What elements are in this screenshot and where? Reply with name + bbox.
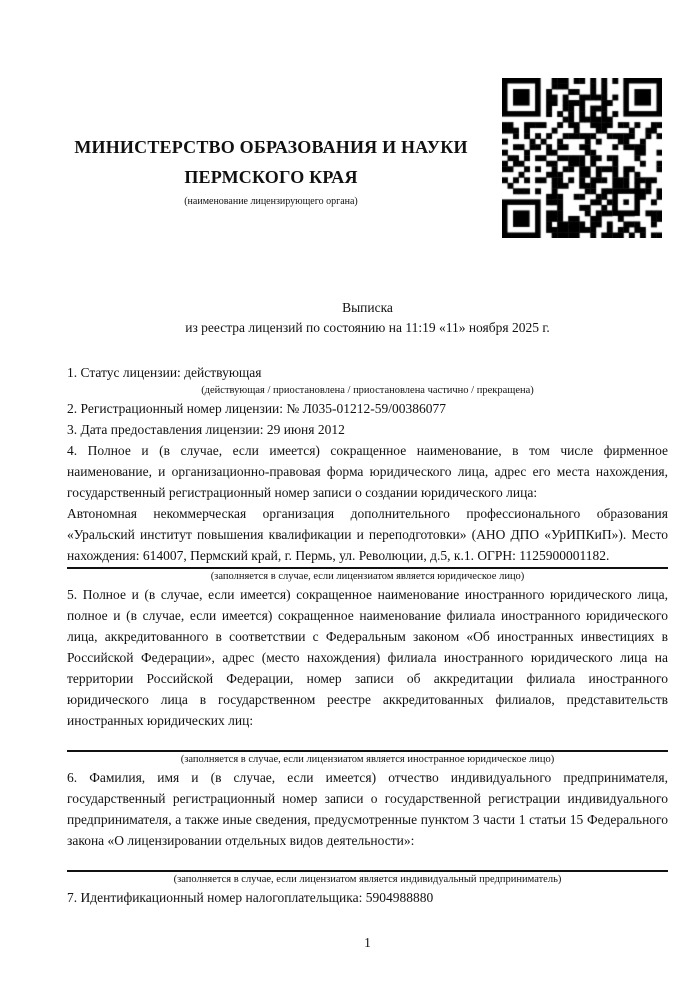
registration-number-line: 2. Регистрационный номер лицензии: № Л035-01212-59/00386077 [67, 401, 447, 416]
page-number: 1 [364, 935, 371, 950]
license-status-options-caption: (действующая / приостановлена / приостановлена частично / прекращена) [201, 385, 534, 396]
qr-code-icon [502, 78, 662, 238]
foreign-entity-empty-field-line [67, 731, 668, 752]
ministry-name-line2: ПЕРМСКОГО КРАЯ [184, 167, 358, 187]
legal-entity-fill-caption: (заполняется в случае, если лицензиатом является юридическое лицо) [210, 571, 525, 582]
individual-entrepreneur-clause: 6. Фамилия, имя и (в случае, если имеется) отчество индивидуального предпринимателя, государственный регистрационный номер записи о государственной регистрации индивидуального предпринимателя, а также иные сведения, предусмотренные пунктом 3 части 1 статьи 15 Федерального закона «О лицензировании отдельных видов деятельности»: [67, 770, 668, 848]
document-title [67, 298, 668, 338]
ministry-name-line1: МИНИСТЕРСТВО ОБРАЗОВАНИЯ И НАУКИ [74, 137, 468, 157]
document-title-line1: Выписка [342, 300, 393, 315]
taxpayer-id-line: 7. Идентификационный номер налогоплательщика: 5904988880 [67, 890, 434, 905]
license-status-line: 1. Статус лицензии: действующая [67, 365, 262, 380]
licensing-authority-caption: (наименование лицензирующего органа) [184, 196, 358, 207]
foreign-entity-clause: 5. Полное и (в случае, если имеется) сокращенное наименование иностранного юридического лица, полное и (в случае, если имеется) сокращенное наименование филиала иностранного юридического лица, аккредитованного в соответствии с Федеральным законом «Об иностранных инвестициях в Российской Федерации», адрес (место нахождения) филиала иностранного юридического лица на территории Российской Федерации, номер записи об аккредитации филиала иностранного юридического лица в государственном реестре аккредитованных филиалов, представительств иностранных юридических лиц: [67, 587, 668, 728]
document-body [67, 362, 668, 953]
license-grant-date-line: 3. Дата предоставления лицензии: 29 июня 2012 [67, 422, 345, 437]
legal-entity-value: Автономная некоммерческая организация дополнительного профессионального образования «Уральский институт повышения квалификации и переподготовки» (АНО ДПО «УрИПКиП»). Место нахождения: 614007, Пермский край, г. Пермь, ул. Революции, д.5, к.1. ОГРН: 1125900001182. [67, 503, 668, 569]
licensing-authority-header [55, 132, 487, 208]
individual-entrepreneur-empty-field-line [67, 851, 668, 872]
legal-entity-clause: 4. Полное и (в случае, если имеется) сокращенное наименование, в том числе фирменное наименование, и организационно-правовая форма юридического лица, адрес его места нахождения, государственный регистрационный номер записи о создании юридического лица: [67, 443, 668, 500]
document-title-line2: из реестра лицензий по состоянию на 11:19 «11» ноября 2025 г. [185, 320, 550, 335]
individual-entrepreneur-fill-caption: (заполняется в случае, если лицензиатом является индивидуальный предприниматель) [173, 874, 562, 885]
foreign-entity-fill-caption: (заполняется в случае, если лицензиатом является иностранное юридическое лицо) [180, 754, 555, 765]
